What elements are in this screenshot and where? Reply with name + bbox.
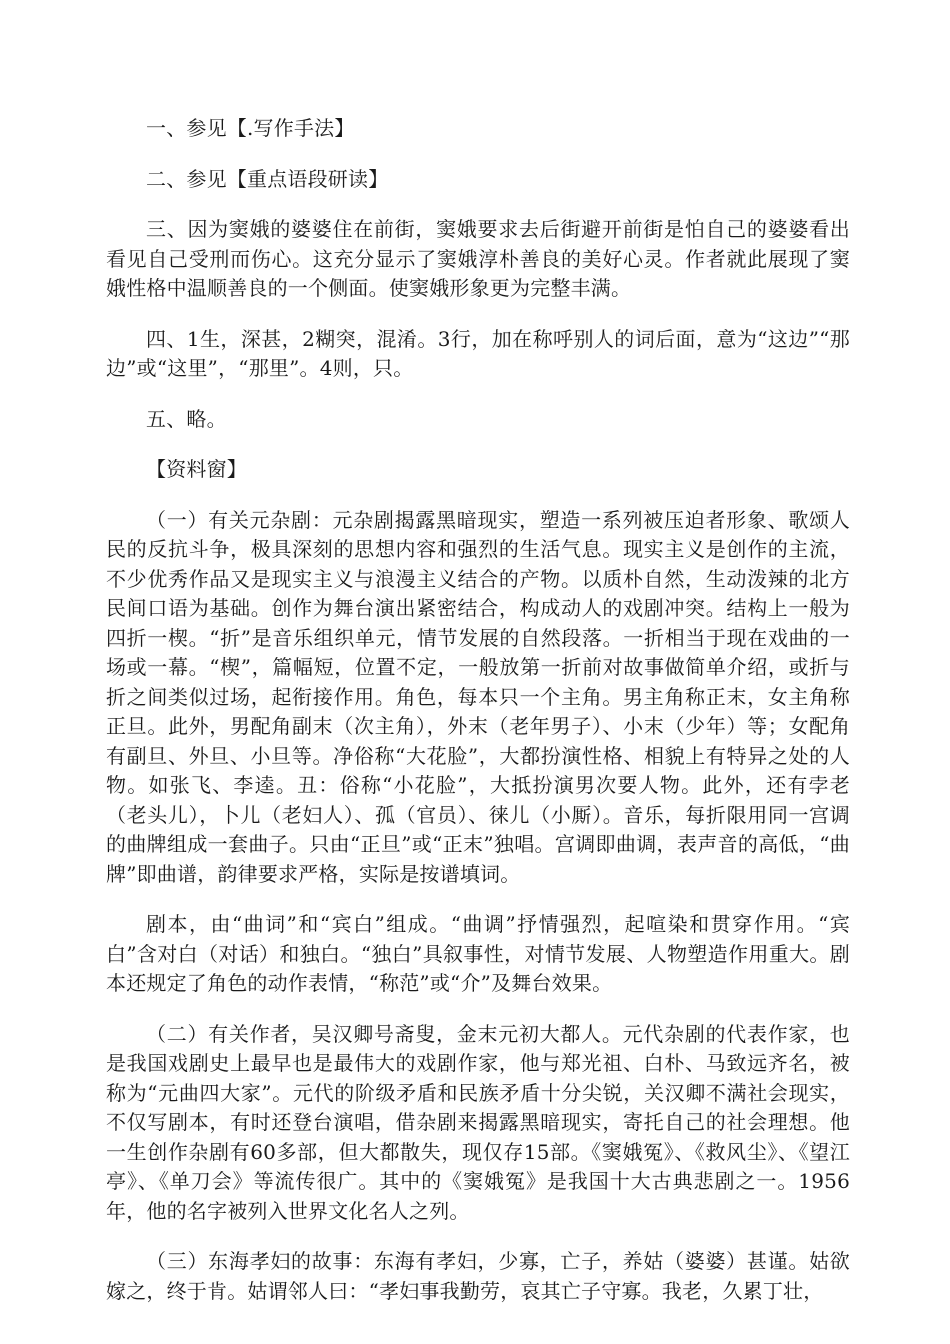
answer-1: 一、参见【.写作手法】 [146,116,355,140]
resource-donghai-story: （三）东海孝妇的故事：东海有孝妇，少寡，亡子，养姑（婆婆）甚谨。姑欲嫁之，终于肯。姑谓邻人曰：“孝妇事我勤劳，哀其亡子守寡。我老，久累丁壮， [106,1249,850,1303]
answer-2: 二、参见【重点语段研读】 [146,166,389,191]
answer-4: 四、1生，深甚，2糊突，混淆。3行，加在称呼别人的词后面，意为“这边”“那边”或“这里”，“那里”。4则，只。 [106,326,850,380]
answer-3: 三、因为窦娥的婆婆住在前街，窦娥要求去后街避开前街是怕自己的婆婆看出看见自己受刑而伤心。这充分显示了窦娥淳朴善良的美好心灵。作者就此展现了窦娥性格中温顺善良的一个侧面。使窦娥形象更为完整丰满。 [106,217,850,300]
resource-yuan-zaju: （一）有关元杂剧：元杂剧揭露黑暗现实，塑造一系列被压迫者形象、歌颂人民的反抗斗争，极具深刻的思想内容和强烈的生活气息。现实主义是创作的主流，不少优秀作品又是现实主义与浪漫主义结合的产物。以质朴自然，生动泼辣的北方民间口语为基础。创作为舞台演出紧密结合，构成动人的戏剧冲突。结构上一般为四折一楔。“折”是音乐组织单元，情节发展的自然段落。一折相当于现在戏曲的一场或一幕。“楔”，篇幅短，位置不定，一般放第一折前对故事做简单介绍，或折与折之间类似过场，起衔接作用。角色，每本只一个主角。男主角称正末，女主角称正旦。此外，男配角副末（次主角），外末（老年男子）、小末（少年）等；女配角有副旦、外旦、小旦等。净俗称“大花脸”，大都扮演性格、相貌上有特异之处的人物。如张飞、李逵。丑：俗称“小花脸”，大抵扮演男次要人物。此外，还有孛老（老头儿），卜儿（老妇人）、孤（官员）、徕儿（小厮）。音乐，每折限用同一宫调的曲牌组成一套曲子。只由“正旦”或“正末”独唱。宫调即曲调，表声音的高低，“曲牌”即曲谱，韵律要求严格，实际是按谱填词。 [106,507,850,886]
resource-script-structure: 剧本，由“曲词”和“宾白”组成。“曲调”抒情强烈，起喧染和贯穿作用。“宾白”含对白（对话）和独白。“独白”具叙事性，对情节发展、人物塑造作用重大。剧本还规定了角色的动作表情，“称范”或“介”及舞台效果。 [106,912,850,995]
answer-5: 五、略。 [146,406,227,431]
document-body [106,114,850,1306]
section-heading-resource-window: 【资料窗】 [146,457,247,481]
resource-author: （二）有关作者，吴汉卿号斋叟，金末元初大都人。元代杂剧的代表作家，也是我国戏剧史上最早也是最伟大的戏剧作家，他与郑光祖、白朴、马致远齐名，被称为“元曲四大家”。元代的阶级矛盾和民族矛盾十分尖锐，关汉卿不满社会现实，不仅写剧本，有时还登台演唱，借杂剧来揭露黑暗现实，寄托自己的社会理想。他一生创作杂剧有60多部，但大都散失，现仅存15部。《窦娥冤》、《救风尘》、《望江亭》、《单刀会》等流传很广。其中的《窦娥冤》是我国十大古典悲剧之一。1956年，他的名字被列入世界文化名人之列。 [106,1021,850,1223]
